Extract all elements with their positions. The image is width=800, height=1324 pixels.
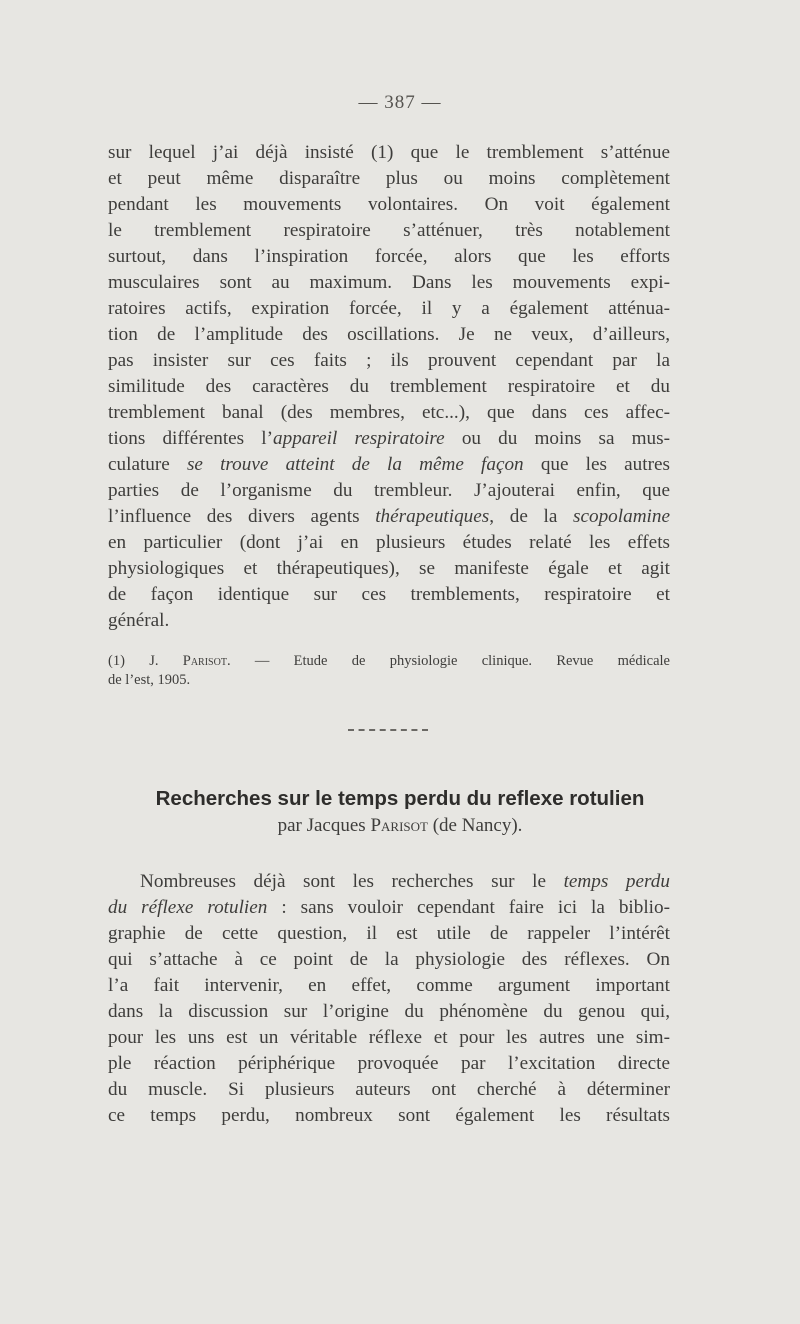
text-line: physiologiques et thérapeutiques), se manifeste égale et agit — [108, 558, 670, 579]
footnote-marker: (1) J. — [108, 653, 183, 669]
text-line: musculaires sont au maximum. Dans les mouvements expi- — [108, 272, 670, 293]
footnote-line: de l’est, 1905. — [108, 672, 191, 688]
text-segment: l’influence des divers agents — [108, 506, 376, 527]
text-line: graphie de cette question, il est utile de rappeler l’intérêt — [108, 923, 670, 944]
text-line: similitude des caractères du tremblement respiratoire et du — [108, 376, 670, 397]
text-line: de façon identique sur ces tremblements, respiratoire et — [108, 584, 670, 605]
text-segment: que les autres — [523, 454, 670, 475]
section-separator — [348, 729, 428, 731]
byline-author: Parisot — [370, 815, 428, 836]
text-segment: ou du moins sa mus- — [444, 428, 671, 449]
text-line: pendant les mouvements volontaires. On voit également — [108, 194, 670, 215]
text-segment: : sans vouloir cependant faire ici la biblio- — [267, 897, 670, 918]
text-line — [108, 504, 670, 530]
text-line: le tremblement respiratoire s’atténuer, très notablement — [108, 220, 670, 241]
text-line: l’a fait intervenir, en effet, comme argument important — [108, 975, 670, 996]
footnote-text: . — Etude de physiologie clinique. Revue médicale — [226, 653, 670, 669]
text-segment: , de la — [489, 506, 573, 527]
italic-term: scopolamine — [573, 506, 670, 527]
text-line: dans la discussion sur l’origine du phénomène du genou qui, — [108, 1001, 670, 1022]
text-segment: tions différentes l’ — [108, 428, 273, 449]
text-segment: culature — [108, 454, 187, 475]
text-line: sur lequel j’ai déjà insisté (1) que le tremblement s’atténue — [108, 142, 670, 163]
footnote-author: Parisot — [182, 653, 227, 669]
text-line: ratoires actifs, expiration forcée, il y a également atténua- — [108, 298, 670, 319]
text-line: et peut même disparaître plus ou moins complètement — [108, 168, 670, 189]
text-line: qui s’attache à ce point de la physiologie des réflexes. On — [108, 949, 670, 970]
byline-text: par Jacques — [277, 815, 371, 836]
page-number: — 387 — — [358, 92, 442, 113]
footnote-line — [108, 652, 670, 671]
text-line: du muscle. Si plusieurs auteurs ont cherché à déterminer — [108, 1079, 670, 1100]
italic-term: thérapeutiques — [375, 506, 490, 527]
text-line — [108, 895, 670, 921]
text-line — [108, 452, 670, 478]
italic-term: temps perdu — [563, 871, 670, 892]
text-line: pas insister sur ces faits ; ils prouvent cependant par la — [108, 350, 670, 371]
text-line: ple réaction périphérique provoquée par l’excitation directe — [108, 1053, 670, 1074]
text-line: tion de l’amplitude des oscillations. Je ne veux, d’ailleurs, — [108, 324, 670, 345]
italic-term: appareil respiratoire — [273, 428, 445, 449]
text-line — [108, 426, 670, 452]
text-line: tremblement banal (des membres, etc...), que dans ces affec- — [108, 402, 670, 423]
article-title: Recherches sur le temps perdu du reflexe rotulien — [155, 787, 645, 810]
footnote — [108, 652, 670, 690]
italic-phrase: se trouve atteint de la même façon — [186, 454, 524, 475]
text-line — [108, 869, 670, 895]
text-line: en particulier (dont j’ai en plusieurs études relaté les effets — [108, 532, 670, 553]
text-line: surtout, dans l’inspiration forcée, alors que les efforts — [108, 246, 670, 267]
byline-text: (de Nancy). — [427, 815, 523, 836]
text-line: ce temps perdu, nombreux sont également les résultats — [108, 1105, 670, 1126]
paragraph-continued — [108, 140, 670, 634]
text-line: général. — [108, 610, 170, 631]
article-paragraph — [108, 869, 670, 1129]
italic-term: du réflexe rotulien — [108, 897, 268, 918]
text-line: parties de l’organisme du trembleur. J’ajouterai enfin, que — [108, 480, 670, 501]
text-line: pour les uns est un véritable réflexe et pour les autres une sim- — [108, 1027, 670, 1048]
text-segment: Nombreuses déjà sont les recherches sur le — [140, 871, 564, 892]
article-byline — [0, 815, 800, 837]
